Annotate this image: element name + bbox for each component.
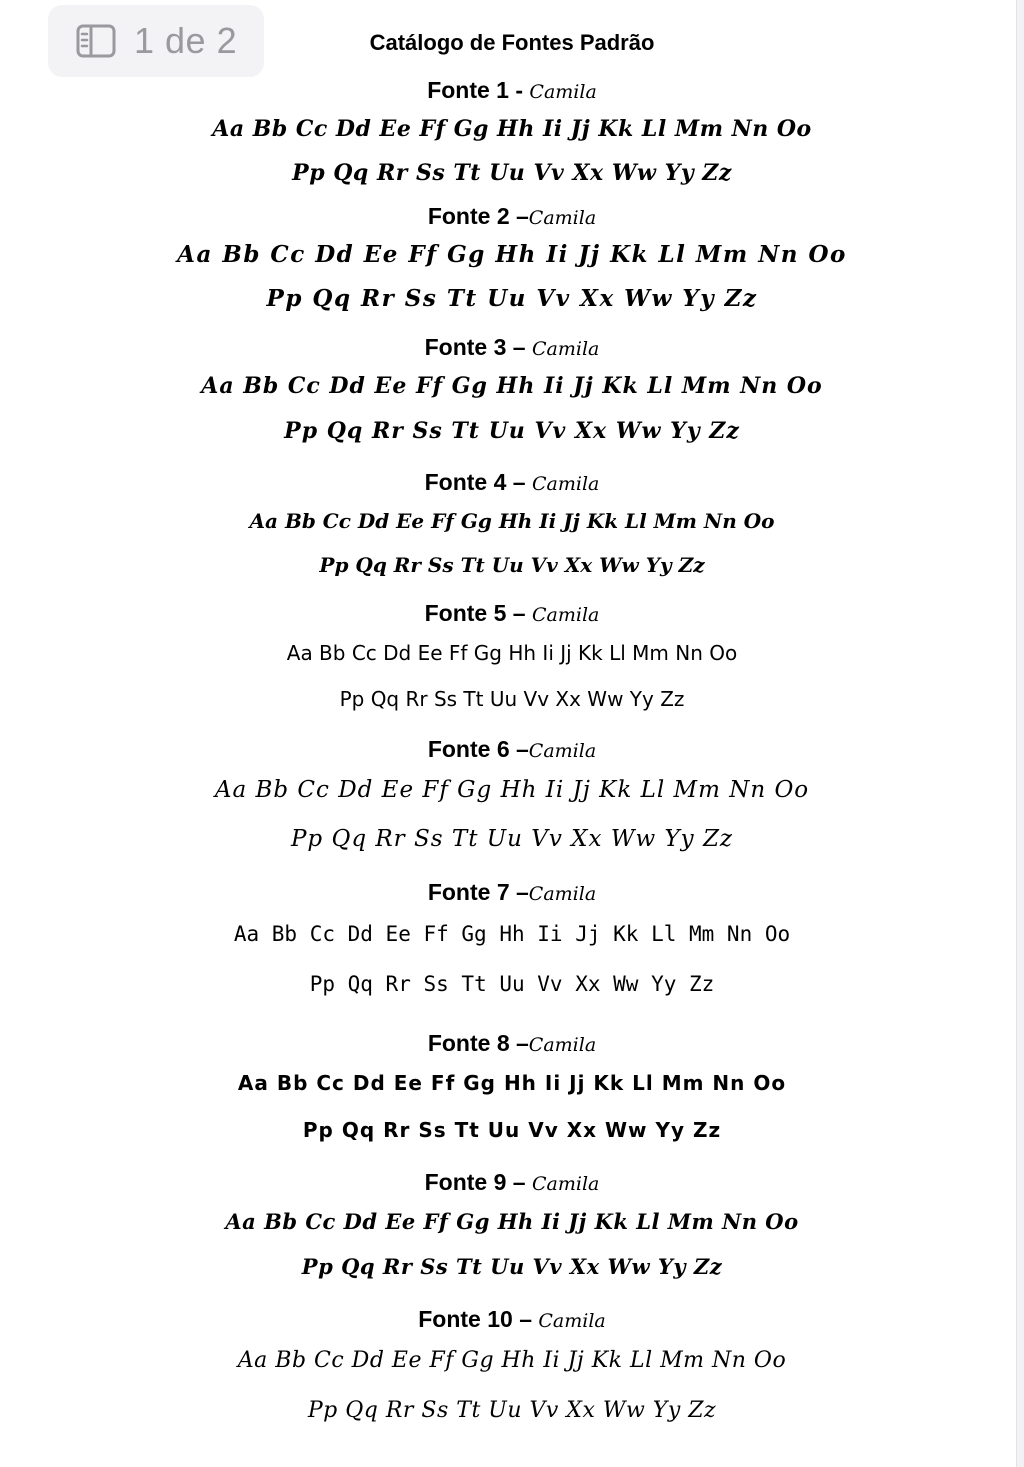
heading-separator: – bbox=[509, 736, 529, 762]
alphabet-line: Aa Bb Cc Dd Ee Ff Gg Hh Ii Jj Kk Ll Mm Nn Oo bbox=[237, 1071, 787, 1095]
alphabet-line: Aa Bb Cc Dd Ee Ff Gg Hh Ii Jj Kk Ll Mm Nn Oo bbox=[225, 1209, 799, 1234]
font-sample-3 bbox=[0, 330, 1024, 454]
alphabet-line: Pp Qq Rr Ss Tt Uu Vv Xx Ww Yy Zz bbox=[301, 1254, 723, 1279]
alphabet-line: Pp Qq Rr Ss Tt Uu Vv Xx Ww Yy Zz bbox=[339, 687, 685, 711]
font-label: Fonte 1 bbox=[427, 77, 509, 103]
font-sample-6 bbox=[0, 732, 1024, 864]
alphabet-line: Aa Bb Cc Dd Ee Ff Gg Hh Ii Jj Kk Ll Mm Nn Oo bbox=[214, 777, 810, 803]
alphabet-line: Pp Qq Rr Ss Tt Uu Vv Xx Ww Yy Zz bbox=[284, 418, 740, 444]
alphabet-line: Aa Bb Cc Dd Ee Ff Gg Hh Ii Jj Kk Ll Mm Nn Oo bbox=[286, 641, 738, 665]
font-sample-name: Camila bbox=[528, 740, 597, 762]
font-label: Fonte 2 bbox=[427, 203, 510, 229]
font-heading bbox=[0, 732, 1024, 766]
font-label: Fonte 10 bbox=[418, 1306, 513, 1332]
font-label: Fonte 8 bbox=[427, 1030, 510, 1056]
font-sample-name: Camila bbox=[531, 473, 600, 495]
font-sample-10 bbox=[0, 1302, 1024, 1436]
heading-separator: - bbox=[508, 77, 530, 103]
font-sample-name: Camila bbox=[528, 883, 597, 905]
heading-separator: – bbox=[506, 1169, 532, 1195]
font-heading bbox=[0, 199, 1024, 233]
heading-separator: – bbox=[509, 1030, 529, 1056]
font-heading bbox=[0, 1302, 1024, 1336]
font-heading bbox=[0, 73, 1024, 107]
alphabet-line: Aa Bb Cc Dd Ee Ff Gg Hh Ii Jj Kk Ll Mm Nn Oo bbox=[177, 241, 847, 268]
alphabet-line: Pp Qq Rr Ss Tt Uu Vv Xx Ww Yy Zz bbox=[309, 972, 715, 996]
alphabet-line: Aa Bb Cc Dd Ee Ff Gg Hh Ii Jj Kk Ll Mm Nn Oo bbox=[237, 1348, 787, 1373]
font-sample-name: Camila bbox=[528, 1034, 597, 1056]
font-sample-name: Camila bbox=[531, 1173, 600, 1195]
document-title: Catálogo de Fontes Padrão bbox=[369, 30, 655, 55]
font-label: Fonte 7 bbox=[427, 879, 510, 905]
font-sample-9 bbox=[0, 1165, 1024, 1289]
font-sample-2 bbox=[0, 199, 1024, 321]
alphabet-line: Aa Bb Cc Dd Ee Ff Gg Hh Ii Jj Kk Ll Mm Nn Oo bbox=[201, 373, 823, 399]
alphabet-line: Pp Qq Rr Ss Tt Uu Vv Xx Ww Yy Zz bbox=[266, 285, 758, 312]
font-heading bbox=[0, 1026, 1024, 1060]
font-heading bbox=[0, 875, 1024, 909]
font-label: Fonte 3 bbox=[424, 334, 507, 360]
font-sample-name: Camila bbox=[528, 207, 597, 229]
heading-separator: – bbox=[509, 879, 529, 905]
alphabet-line: Pp Qq Rr Ss Tt Uu Vv Xx Ww Yy Zz bbox=[319, 553, 705, 577]
font-heading bbox=[0, 465, 1024, 499]
alphabet-line: Aa Bb Cc Dd Ee Ff Gg Hh Ii Jj Kk Ll Mm Nn Oo bbox=[212, 116, 812, 142]
font-sample-8 bbox=[0, 1026, 1024, 1154]
alphabet-line: Pp Qq Rr Ss Tt Uu Vv Xx Ww Yy Zz bbox=[292, 160, 732, 186]
heading-separator: – bbox=[506, 600, 532, 626]
alphabet-line: Pp Qq Rr Ss Tt Uu Vv Xx Ww Yy Zz bbox=[302, 1118, 722, 1142]
font-heading bbox=[0, 1165, 1024, 1199]
font-sample-name: Camila bbox=[529, 81, 597, 103]
alphabet-line: Aa Bb Cc Dd Ee Ff Gg Hh Ii Jj Kk Ll Mm Nn Oo bbox=[249, 509, 775, 533]
font-sample-4 bbox=[0, 465, 1024, 587]
font-label: Fonte 6 bbox=[427, 736, 510, 762]
font-sample-5 bbox=[0, 596, 1024, 722]
font-sample-name: Camila bbox=[538, 1310, 606, 1332]
heading-separator: – bbox=[509, 203, 529, 229]
font-label: Fonte 9 bbox=[424, 1169, 507, 1195]
heading-separator: – bbox=[506, 469, 532, 495]
font-label: Fonte 5 bbox=[424, 600, 507, 626]
font-sample-name: Camila bbox=[531, 338, 600, 360]
font-label: Fonte 4 bbox=[424, 469, 507, 495]
alphabet-line: Pp Qq Rr Ss Tt Uu Vv Xx Ww Yy Zz bbox=[307, 1398, 717, 1423]
font-heading bbox=[0, 596, 1024, 630]
alphabet-line: Pp Qq Rr Ss Tt Uu Vv Xx Ww Yy Zz bbox=[290, 826, 734, 852]
heading-separator: – bbox=[512, 1306, 539, 1332]
font-heading bbox=[0, 330, 1024, 364]
font-sample-name: Camila bbox=[531, 604, 600, 626]
alphabet-line: Aa Bb Cc Dd Ee Ff Gg Hh Ii Jj Kk Ll Mm Nn Oo bbox=[233, 922, 791, 946]
page-indicator-label: 1 de 2 bbox=[134, 20, 238, 61]
heading-separator: – bbox=[506, 334, 532, 360]
font-sample-1 bbox=[0, 73, 1024, 195]
font-sample-7 bbox=[0, 875, 1024, 1009]
